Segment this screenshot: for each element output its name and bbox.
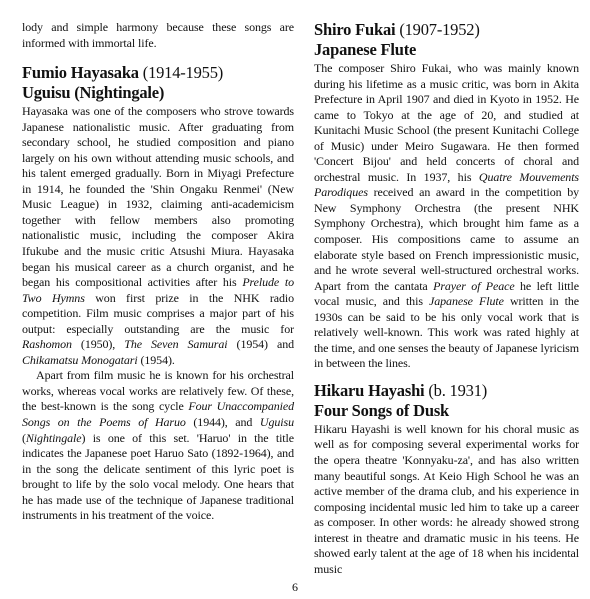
text-run: (1954) and xyxy=(227,337,295,352)
composer-name-fukai xyxy=(314,20,579,40)
text-run: won first prize in the NHK radio competition. Film music comprises a major part of his output: especially outstanding are the music for xyxy=(22,290,295,336)
work-title: Four Unaccompanied Songs on the Poems of Haruo xyxy=(22,399,294,430)
composer-years: (1914-1955) xyxy=(138,63,224,83)
intro-continuation: lody and simple harmony because these songs are informed with immortal life. xyxy=(22,20,294,50)
composer-years: (b. 1931) xyxy=(424,380,488,400)
composer-name: Fumio Hayasaka xyxy=(22,63,139,83)
film-title: The Seven Samurai xyxy=(124,337,228,352)
text-run: (1954). xyxy=(137,352,175,367)
fukai-heading xyxy=(314,20,579,60)
hayasaka-paragraph-1 xyxy=(22,104,294,368)
work-title: Prelude to Two Hymns xyxy=(22,275,294,305)
text-run: he left little vocal music, and this xyxy=(314,278,579,309)
text-run: Apart from film music he is known for his orchestral works, whereas vocal works are relatively few. Of these, the best-known is the song cycle xyxy=(22,368,294,414)
fukai-paragraph xyxy=(314,61,579,372)
text-run: Hayasaka was one of the composers who strove towards Japanese nationalistic music. After graduating from secondary school, he studied composition and piano largely on his own without attending music schools, and his talent emerged gradually. Born in Miyagi Prefecture in 1914, he founded the 'Shin Ongaku Renmei' (New Music League) in 1932, claiming anti-academicism together with fellow members also promoting nationalistic music, including the composer Akira Ifukube and the music critic Atsushi Miura. Hayasaka began his musical career as a church organist, and he began his compositional activities after his xyxy=(22,104,294,290)
work-title: Quatre Mouvements Parodiques xyxy=(314,169,580,200)
hayasaka-heading xyxy=(22,63,294,103)
text-run: written in the 1930s can be said to be his only vocal work that is relatively well-known. This work was rated highly at the time, and one senses the beauty of Japanese lyricism in between the lines. xyxy=(314,294,579,371)
text-run: ) is one of this set. 'Haruo' in the title indicates the Japanese poet Haruo Sato (1892-1964), and in the song the delicate sentiment of this lyric poet is brought to life by the solo vocal melody. One hears that he has made use of the technique of Japanese traditional instruments in his treatment of the voice. xyxy=(22,430,294,523)
page-number: 6 xyxy=(292,580,298,594)
work-title: Japanese Flute xyxy=(429,294,504,309)
text-run: (1944), and xyxy=(185,415,260,430)
work-title-four-songs-of-dusk: Four Songs of Dusk xyxy=(314,400,450,420)
text-run: ( xyxy=(22,430,26,445)
composer-name: Shiro Fukai xyxy=(314,20,396,39)
work-title-uguisu: Uguisu (Nightingale) xyxy=(22,83,165,103)
composer-name-hayashi xyxy=(314,381,579,401)
text-run: (1950), xyxy=(71,337,125,352)
work-title: Nightingale xyxy=(25,430,82,445)
composer-years: (1907-1952) xyxy=(395,20,480,39)
work-title: Prayer of Peace xyxy=(433,278,515,293)
hayashi-paragraph: Hikaru Hayashi is well known for his choral music as well as for composing several experimental works for the opera theatre 'Konnyaku-za', and has also written many beautiful songs. At Keio High School he was an active member of the drama club, and his experience in composing incidental music led him to take up a career as composer. In other words: he already showed strong interest in theatre and dramatic music in his teens. He showed early talent at the age of 18 when his incidental music xyxy=(314,421,579,576)
left-column xyxy=(22,20,294,524)
work-title: Uguisu xyxy=(259,415,294,430)
composer-name: Hikaru Hayashi xyxy=(314,380,425,400)
composer-name-hayasaka xyxy=(22,63,294,83)
work-title-japanese-flute: Japanese Flute xyxy=(314,40,417,59)
text-run: The composer Shiro Fukai, who was mainly known during his lifetime as a music critic, was born in Akita Prefecture in April 1907 and died in Kyoto in 1952. He came to Tokyo at the age of 20, and studied at Kunitachi Music School (the present Kunitachi College of Music) under Meiro Sugawara. He then formed 'Concert Bijou' and held concerts of choral and orchestral music. In 1937, his xyxy=(314,61,579,184)
text-run: received an award in the competition by New Symphony Orchestra (the present NHK Symphony Orchestra), which brought him fame as a composer. His compositions came to assume an elaborate style based on French impressionistic music, and he wrote several well-structured orchestral works. Apart from the cantata xyxy=(314,185,579,293)
hayashi-heading xyxy=(314,381,579,421)
film-title: Chikamatsu Monogatari xyxy=(22,352,138,367)
hayasaka-paragraph-2 xyxy=(22,368,294,523)
right-column xyxy=(314,20,579,577)
film-title: Rashomon xyxy=(22,337,72,352)
